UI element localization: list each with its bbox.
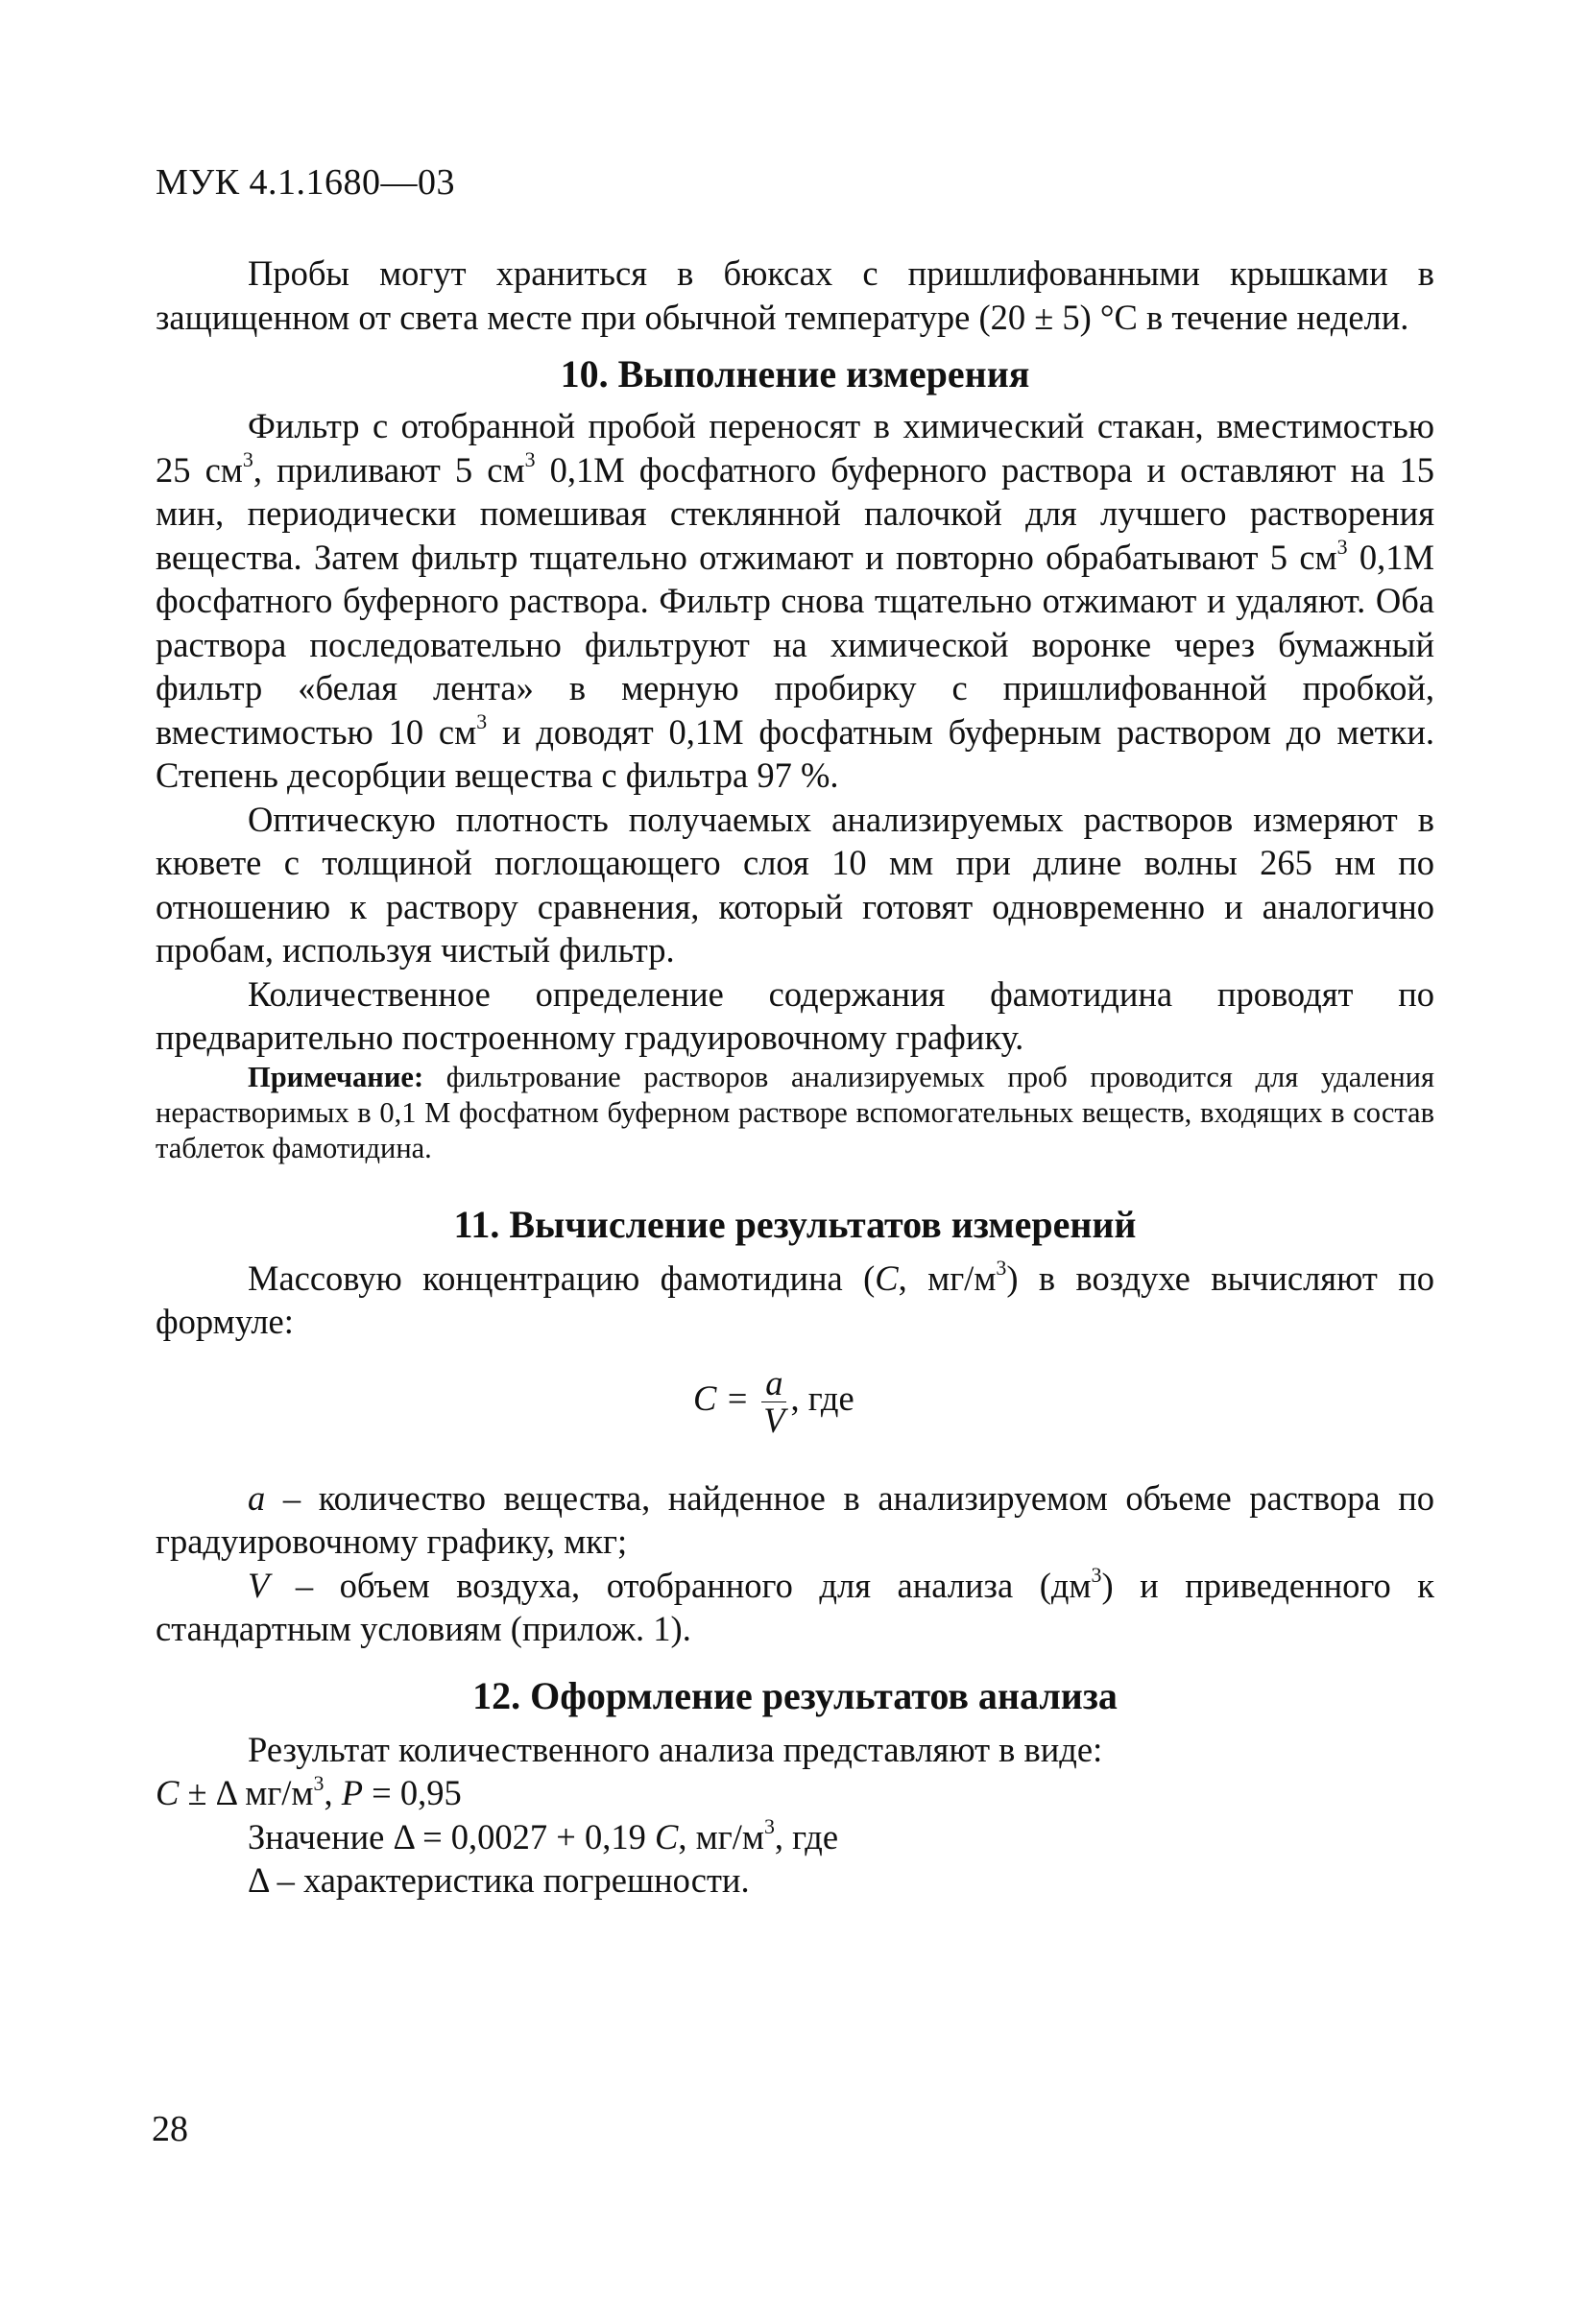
definition-a: a – количество вещества, найденное в анализируемом объеме раствора по градуировочному графику, мкг; — [156, 1477, 1434, 1561]
section-10-heading: 10. Выполнение измерения — [560, 352, 1030, 395]
section-11-heading: 11. Вычисление результатов измерений — [453, 1202, 1137, 1246]
delta-value-line: Значение Δ = 0,0027 + 0,19 С, $мг/м^3$, где — [248, 1814, 839, 1857]
formula-lhs: С = — [693, 1378, 750, 1418]
running-header: МУК 4.1.1680—03 — [156, 162, 456, 203]
note-text: фильтрование растворов анализируемых проб проводится для удаления нерастворимых в 0,1 М фосфатном буферном растворе вспомогательных веществ, входящих в состав таблеток фамотидина. — [156, 1060, 1434, 1164]
result-expression: С ± Δ $мг/м^3$, Р = 0,95 — [156, 1770, 462, 1812]
page-content — [156, 252, 1434, 1903]
storage-paragraph: Пробы могут храниться в бюксах с пришлифованными крышками в защищенном от света месте при обычной температуре (20 ± 5) °С в течение недели. — [156, 253, 1434, 337]
note-label: Примечание: — [248, 1060, 424, 1093]
formula-numerator: a — [761, 1365, 786, 1402]
section-10-paragraph-1: Фильтр с отобранной пробой переносят в химический стакан, вместимостью 25 $см^3$, приливают 5 $см^3$ 0,1М фосфатного буферного раствора и оставляют на 15 мин, периодически помешивая стеклянной палочкой для лучшего растворения вещества. Затем фильтр тщательно отжимают и повторно обрабатывают 5 $см^3$ 0,1М фосфатного буферного раствора. Фильтр снова тщательно отжимают и удаляют. Оба раствора последовательно фильтруют на химической воронке через бумажный фильтр «белая лента» в мерную пробирку с пришлифованной пробкой, вместимостью 10 $см^3$ и доводят 0,1М фосфатным буферным раствором до метки. Степень десорбции вещества с фильтра 97 %. — [156, 406, 1434, 795]
delta-definition: Δ – характеристика погрешности. — [248, 1860, 750, 1900]
formula-fraction — [761, 1362, 786, 1440]
formula-block — [156, 1357, 1434, 1463]
section-12-heading: 12. Оформление результатов анализа — [472, 1673, 1118, 1717]
concentration-formula — [693, 1362, 854, 1440]
formula-tail: , где — [790, 1378, 854, 1418]
section-12-intro: Результат количественного анализа представляют в виде: — [248, 1729, 1103, 1769]
formula-denominator: V — [763, 1400, 785, 1440]
section-11-intro: Массовую концентрацию фамотидина (С, $мг/м^3$) в воздухе вычисляют по формуле: — [156, 1256, 1434, 1341]
definition-v: V – объем воздуха, отобранного для анализа $(дм^3)$ и приведенного к стандартным условиям (прилож. 1). — [156, 1563, 1434, 1648]
page-number: 28 — [152, 2109, 188, 2149]
section-10-paragraph-3: Количественное определение содержания фамотидина проводят по предварительно построенному градуировочному графику. — [156, 973, 1434, 1057]
section-10-paragraph-2: Оптическую плотность получаемых анализируемых растворов измеряют в кювете с толщиной поглощающего слоя 10 мм при длине волны 265 нм по отношению к раствору сравнения, который готовят одновременно и аналогично пробам, используя чистый фильтр. — [156, 799, 1434, 970]
section-10-note — [156, 1060, 1434, 1166]
